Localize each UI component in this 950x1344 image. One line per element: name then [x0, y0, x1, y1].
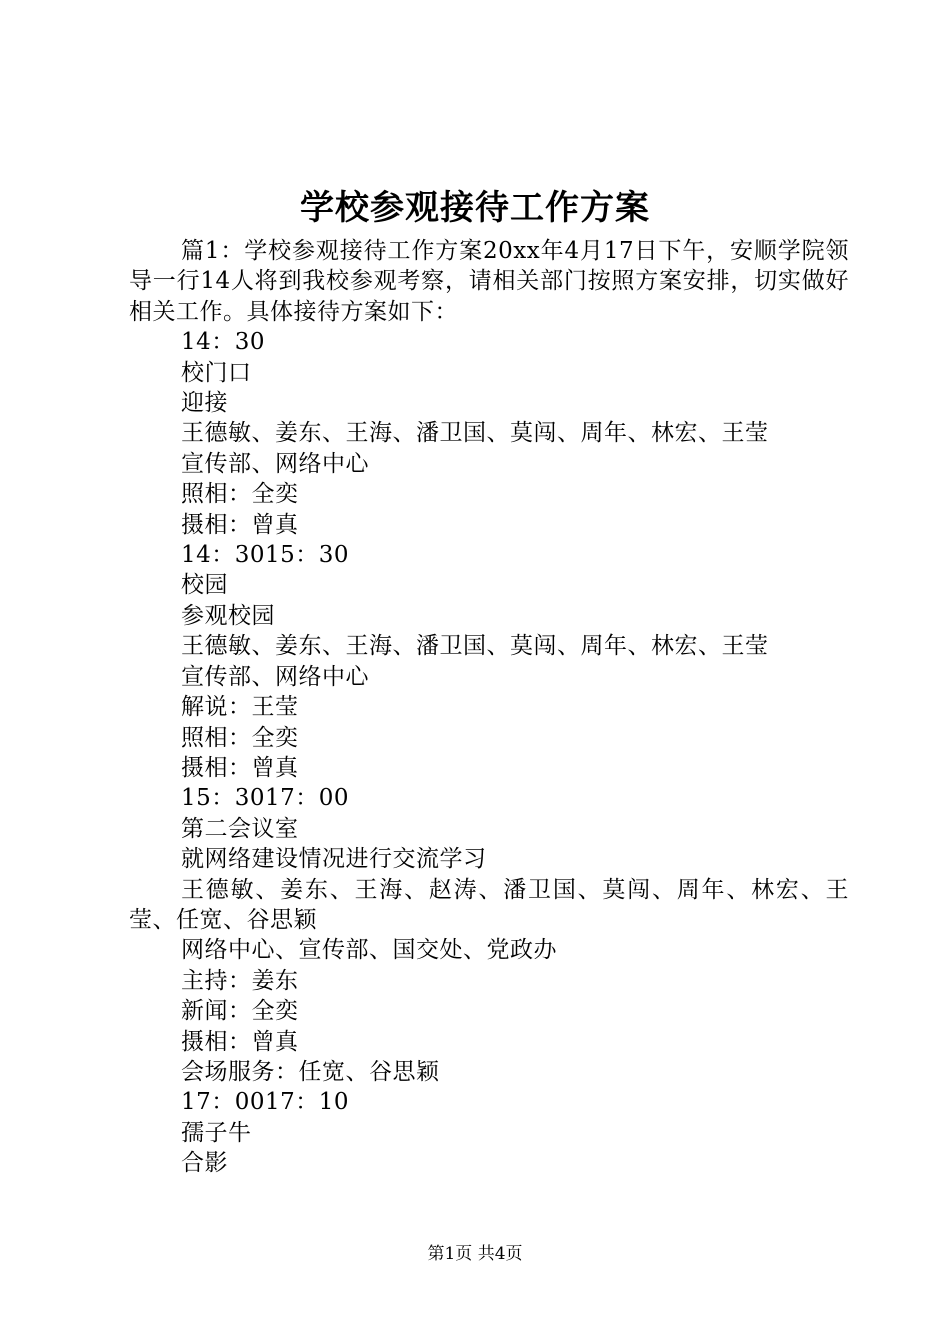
schedule-line: 王德敏、姜东、王海、潘卫国、莫闯、周年、林宏、王莹 [181, 633, 769, 660]
document-title: 学校参观接待工作方案 [300, 188, 650, 228]
schedule-line: 主持：姜东 [181, 967, 299, 994]
schedule-line: 参观校园 [181, 602, 275, 629]
schedule-line: 王德敏、姜东、王海、潘卫国、莫闯、周年、林宏、王莹 [181, 420, 769, 447]
schedule-line: 会场服务：任宽、谷思颖 [181, 1058, 440, 1085]
schedule-line: 网络中心、宣传部、国交处、党政办 [181, 937, 557, 964]
schedule-line: 就网络建设情况进行交流学习 [181, 846, 487, 873]
schedule-line: 新闻：全奕 [181, 998, 299, 1025]
page-footer: 第1页 共4页 [427, 1244, 523, 1264]
intro-paragraph: 篇1：学校参观接待工作方案20xx年4月17日下午，安顺学院领导一行14人将到我校参观考察，请相关部门按照方案安排，切实做好相关工作。具体接待方案如下： [129, 238, 849, 325]
schedule-line: 迎接 [181, 390, 228, 417]
schedule-line: 照相：全奕 [181, 481, 299, 508]
schedule-line: 摄相：曾真 [181, 511, 299, 538]
schedule-line: 解说：王莹 [181, 694, 299, 721]
participants-paragraph: 王德敏、姜东、王海、赵涛、潘卫国、莫闯、周年、林宏、王莹、任宽、谷思颖 [129, 876, 849, 933]
schedule-line: 宣传部、网络中心 [181, 450, 369, 477]
schedule-line: 校园 [181, 572, 228, 599]
schedule-line: 合影 [181, 1150, 228, 1177]
schedule-line: 14：3015：30 [181, 542, 350, 569]
schedule-line: 宣传部、网络中心 [181, 663, 369, 690]
document-body [129, 236, 849, 1179]
schedule-line: 第二会议室 [181, 815, 299, 842]
schedule-line: 照相：全奕 [181, 724, 299, 751]
schedule-line: 摄相：曾真 [181, 1028, 299, 1055]
schedule-line: 14：30 [181, 329, 266, 356]
schedule-line: 摄相：曾真 [181, 754, 299, 781]
schedule-line: 校门口 [181, 359, 252, 386]
schedule-line: 孺子牛 [181, 1119, 252, 1146]
schedule-line: 17：0017：10 [181, 1089, 350, 1116]
schedule-line: 15：3017：00 [181, 785, 350, 812]
